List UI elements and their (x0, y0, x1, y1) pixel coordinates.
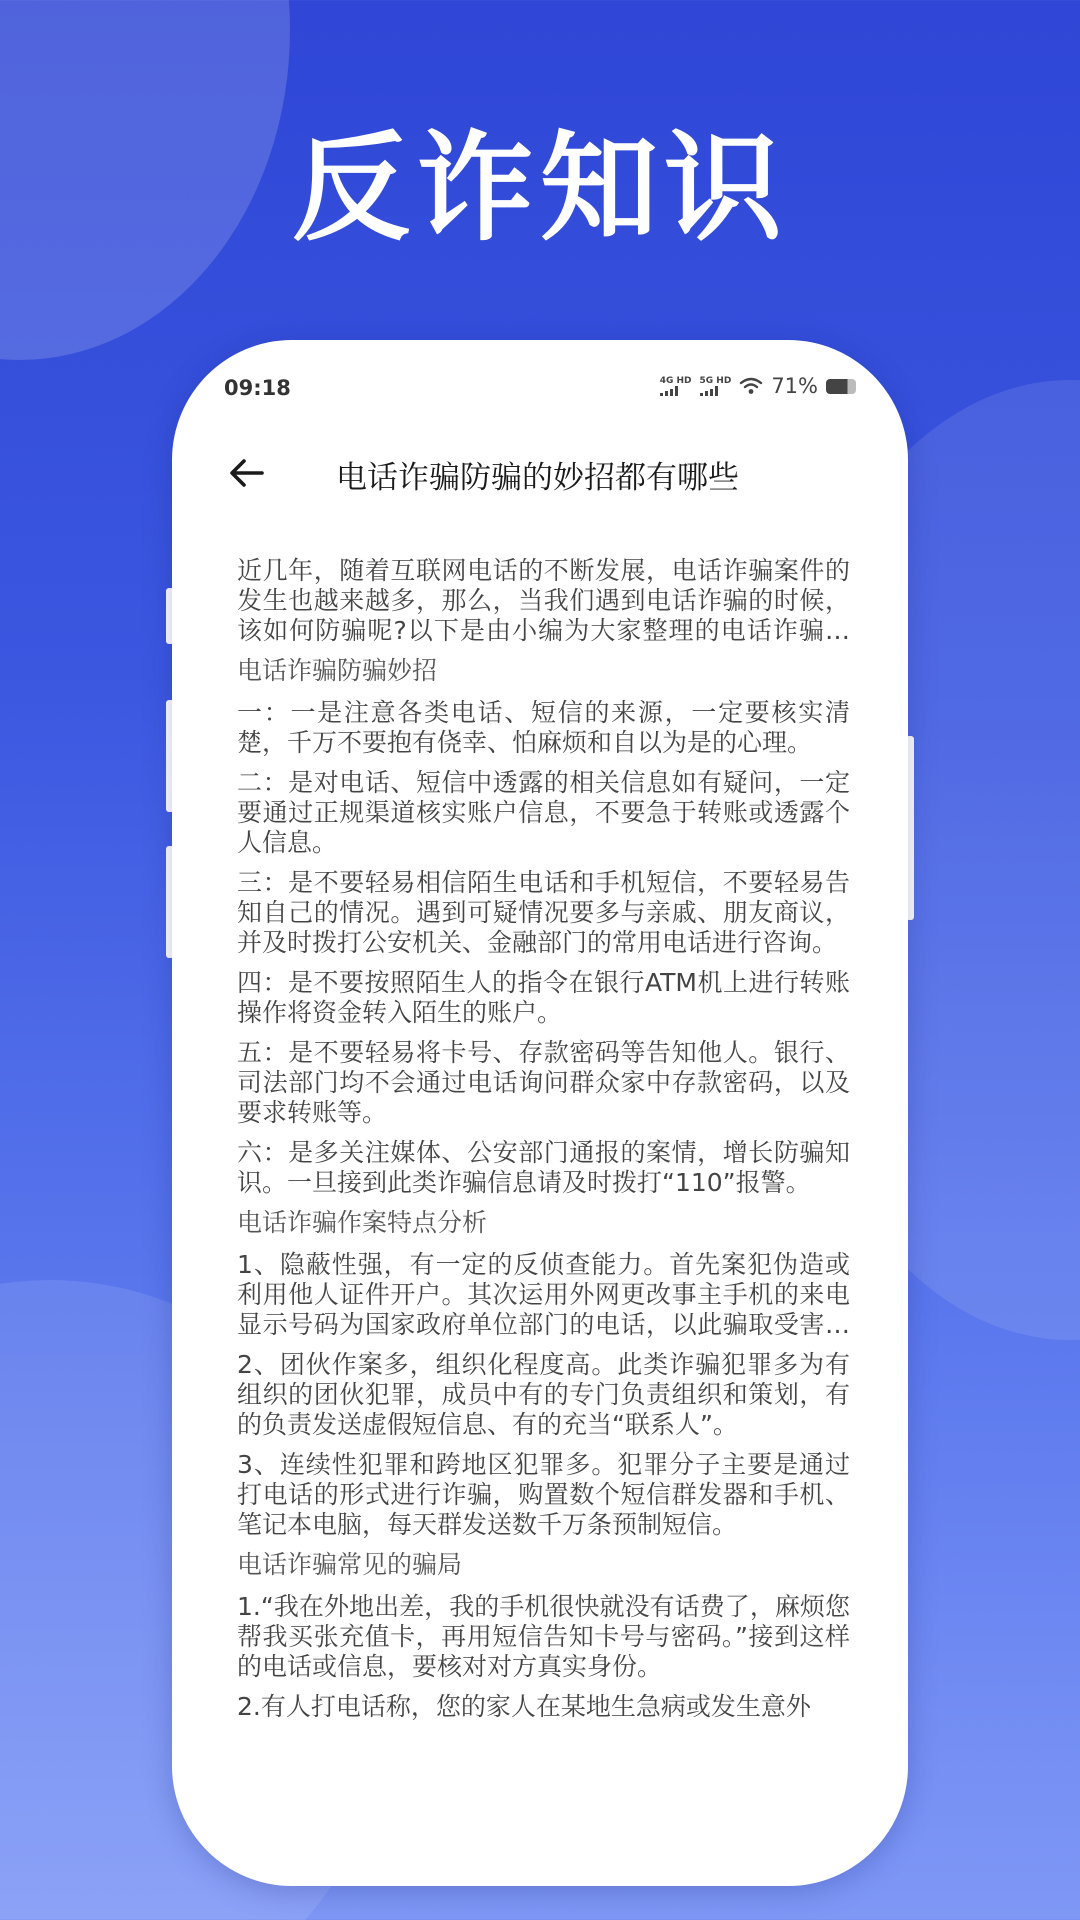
article-intro: 近几年，随着互联网电话的不断发展，电话诈骗案件的发生也越来越多，那么，当我们遇到电话诈骗的时候，该如何防骗呢?以下是由小编为大家整理的电话诈骗防 (237, 556, 850, 645)
network-5g-icon (700, 376, 732, 396)
network-4g-label: 4G HD (659, 376, 692, 386)
network-5g-label: 5G HD (699, 376, 732, 386)
scam-paragraph: 2.有人打电话称，您的家人在某地生急病或发生意外 (237, 1692, 811, 1721)
status-indicators (660, 374, 856, 398)
tip-paragraph: 一：一是注意各类电话、短信的来源，一定要核实清楚，千万不要抱有侥幸、怕麻烦和自以为是的心理。 (237, 698, 850, 757)
network-4g-icon (660, 376, 692, 396)
wifi-icon (739, 377, 763, 395)
section-heading: 电话诈骗防骗妙招 (237, 656, 438, 685)
feature-paragraph: 2、团伙作案多，组织化程度高。此类诈骗犯罪多为有组织的团伙犯罪，成员中有的专门负责组织和策划，有的负责发送虚假短信息、有的充当“联系人”。 (237, 1350, 850, 1439)
battery-percent: 71% (771, 374, 818, 398)
phone-screen (172, 340, 908, 1886)
status-bar (224, 370, 856, 410)
scam-paragraph: 1.“我在外地出差，我的手机很快就没有话费了，麻烦您帮我买张充值卡，再用短信告知卡号与密码。”接到这样的电话或信息，要核对对方真实身份。 (237, 1592, 850, 1681)
section-heading: 电话诈骗常见的骗局 (237, 1550, 463, 1579)
feature-paragraph: 1、隐蔽性强，有一定的反侦查能力。首先案犯伪造或利用他人证件开户。其次运用外网更改事主手机的来电显示号码为国家政府单位部门的电话，以此骗取受害人 (237, 1250, 850, 1339)
top-nav (172, 440, 908, 510)
feature-paragraph: 3、连续性犯罪和跨地区犯罪多。犯罪分子主要是通过打电话的形式进行诈骗，购置数个短信群发器和手机、笔记本电脑，每天群发送数千万条预制短信。 (237, 1450, 850, 1539)
tip-paragraph: 五：是不要轻易将卡号、存款密码等告知他人。银行、司法部门均不会通过电话询问群众家中存款密码，以及要求转账等。 (237, 1038, 850, 1127)
section-heading: 电话诈骗作案特点分析 (237, 1208, 488, 1237)
tip-paragraph: 二：是对电话、短信中透露的相关信息如有疑问，一定要通过正规渠道核实账户信息，不要急于转账或透露个人信息。 (237, 768, 850, 857)
status-time: 09:18 (224, 376, 291, 400)
back-arrow-icon[interactable] (224, 450, 270, 496)
article-body (237, 556, 850, 1886)
tip-paragraph: 三：是不要轻易相信陌生电话和手机短信，不要轻易告知自己的情况。遇到可疑情况要多与亲戚、朋友商议，并及时拨打公安机关、金融部门的常用电话进行咨询。 (237, 868, 850, 957)
promo-headline: 反诈知识 (291, 119, 788, 257)
tip-paragraph: 四：是不要按照陌生人的指令在银行ATM机上进行转账操作将资金转入陌生的账户。 (237, 968, 850, 1027)
page-title: 电话诈骗防骗的妙招都有哪些 (336, 460, 739, 496)
battery-icon (826, 379, 856, 394)
tip-paragraph: 六：是多关注媒体、公安部门通报的案情，增长防骗知识。一旦接到此类诈骗信息请及时拨打“110”报警。 (237, 1138, 850, 1197)
